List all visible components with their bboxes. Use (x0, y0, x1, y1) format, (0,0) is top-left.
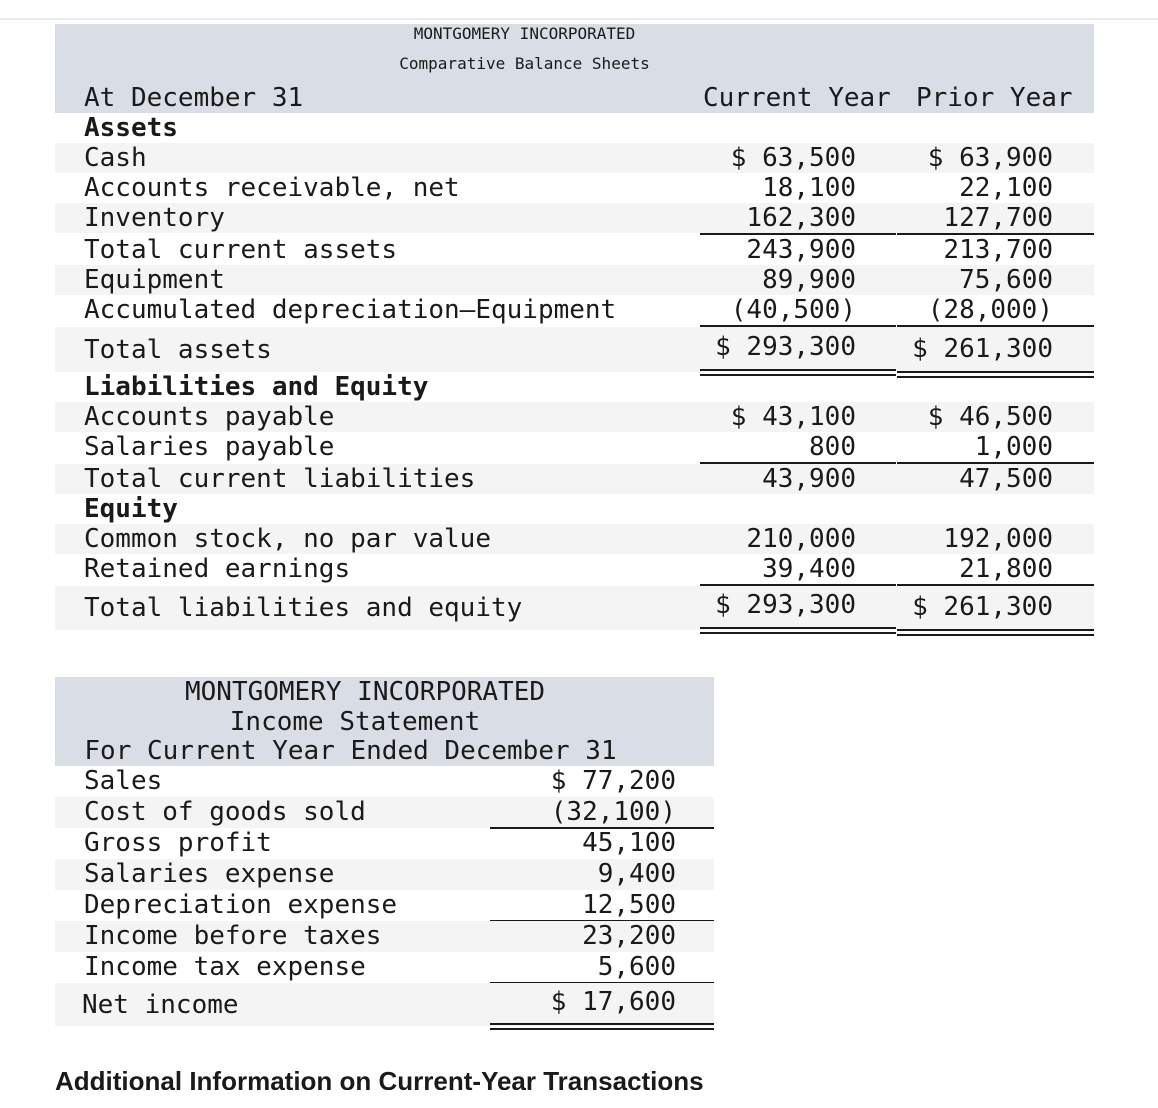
label-cash: Cash (84, 143, 147, 173)
row-accum-dep (55, 295, 1094, 325)
is-title: Income Statement (229, 707, 481, 737)
row-tle (55, 586, 1094, 630)
inventory-cy: 162,300 (746, 203, 856, 233)
accum-dep-py: (28,000) (927, 295, 1053, 325)
label-tcl: Total current liabilities (84, 464, 476, 494)
label-equipment: Equipment (84, 265, 225, 295)
is-period: For Current Year Ended December 31 (84, 736, 617, 766)
tcl-cy: 43,900 (762, 464, 856, 494)
label-inventory: Inventory (84, 203, 225, 233)
label-sales: Sales (84, 766, 163, 796)
row-tcl (55, 464, 1094, 494)
row-ar (55, 173, 1094, 203)
label-gp: Gross profit (84, 828, 272, 858)
label-tax: Income tax expense (84, 952, 366, 982)
dbl-rule-tle-py (897, 629, 1094, 636)
row-sal-exp (55, 859, 714, 890)
cs-cy: 210,000 (746, 524, 856, 554)
label-sp: Salaries payable (84, 432, 335, 462)
sp-py: 1,000 (974, 432, 1053, 462)
ar-cy: 18,100 (762, 173, 856, 203)
sal-exp-amt: 9,400 (597, 859, 676, 889)
row-dep-exp (55, 890, 714, 921)
cash-py: $ 63,900 (927, 143, 1053, 173)
bs-as-of: At December 31 (84, 83, 304, 113)
tle-py: $ 261,300 (912, 592, 1053, 622)
row-cs (55, 524, 1094, 554)
income-statement-header (55, 677, 714, 766)
le-heading-row (55, 372, 1094, 402)
inventory-py: 127,700 (943, 203, 1053, 233)
le-heading: Liabilities and Equity (84, 372, 429, 402)
dbl-rule-ni (490, 1023, 714, 1030)
sp-cy: 800 (809, 432, 856, 462)
balance-sheet-table (55, 24, 1094, 630)
row-ibt (55, 921, 714, 952)
gp-amt: 45,100 (582, 828, 676, 858)
row-total-current-assets (55, 235, 1094, 265)
balance-sheet-header (55, 24, 1094, 113)
row-sales (55, 766, 714, 797)
row-total-assets (55, 327, 1094, 372)
label-ap: Accounts payable (84, 402, 335, 432)
row-cash (55, 143, 1094, 173)
label-ar: Accounts receivable, net (84, 173, 460, 203)
label-cs: Common stock, no par value (84, 524, 491, 554)
tle-cy: $ 293,300 (715, 590, 856, 620)
top-divider (0, 18, 1158, 20)
row-re (55, 554, 1094, 584)
assets-heading: Assets (84, 113, 178, 143)
row-ap (55, 402, 1094, 432)
tax-amt: 5,600 (597, 952, 676, 982)
total-assets-cy: $ 293,300 (715, 332, 856, 362)
total-assets-py: $ 261,300 (912, 334, 1053, 364)
cs-py: 192,000 (943, 524, 1053, 554)
cash-cy: $ 63,500 (730, 143, 856, 173)
row-cogs (55, 797, 714, 828)
ap-py: $ 46,500 (927, 402, 1053, 432)
row-inventory (55, 203, 1094, 233)
label-tle: Total liabilities and equity (84, 593, 523, 623)
label-total-assets: Total assets (84, 335, 272, 365)
ni-amt: $ 17,600 (550, 987, 676, 1017)
bs-col-prior-year: Prior Year (916, 83, 1073, 113)
label-sal-exp: Salaries expense (84, 859, 335, 889)
row-sp (55, 432, 1094, 462)
row-equipment (55, 265, 1094, 295)
cogs-amt: (32,100) (550, 797, 676, 827)
label-re: Retained earnings (84, 554, 351, 584)
bs-company-name: MONTGOMERY INCORPORATED (413, 24, 636, 43)
tca-cy: 243,900 (746, 235, 856, 265)
row-gp (55, 828, 714, 859)
label-accum-dep: Accumulated depreciation—Equipment (84, 295, 617, 325)
dep-exp-amt: 12,500 (582, 890, 676, 920)
additional-info-heading: Additional Information on Current-Year Transactions (55, 1066, 704, 1090)
dbl-rule-tle-cy (700, 627, 896, 634)
assets-heading-row (55, 113, 1094, 143)
bs-col-current-year: Current Year (703, 83, 891, 113)
equipment-py: 75,600 (959, 265, 1053, 295)
label-tca: Total current assets (84, 235, 398, 265)
label-dep-exp: Depreciation expense (84, 890, 398, 920)
re-cy: 39,400 (762, 554, 856, 584)
label-cogs: Cost of goods sold (84, 797, 366, 827)
ibt-amt: 23,200 (582, 921, 676, 951)
is-company-name: MONTGOMERY INCORPORATED (184, 677, 546, 707)
equipment-cy: 89,900 (762, 265, 856, 295)
label-ibt: Income before taxes (84, 921, 382, 951)
re-py: 21,800 (959, 554, 1053, 584)
tcl-py: 47,500 (959, 464, 1053, 494)
income-statement-table (55, 677, 714, 1026)
row-ni (55, 983, 714, 1026)
accum-dep-cy: (40,500) (730, 295, 856, 325)
equity-heading-row (55, 494, 1094, 524)
label-ni: Net income (82, 990, 239, 1020)
equity-heading: Equity (84, 494, 178, 524)
sales-amt: $ 77,200 (550, 766, 676, 796)
ap-cy: $ 43,100 (730, 402, 856, 432)
row-tax (55, 952, 714, 983)
tca-py: 213,700 (943, 235, 1053, 265)
ar-py: 22,100 (959, 173, 1053, 203)
bs-title: Comparative Balance Sheets (399, 54, 650, 73)
